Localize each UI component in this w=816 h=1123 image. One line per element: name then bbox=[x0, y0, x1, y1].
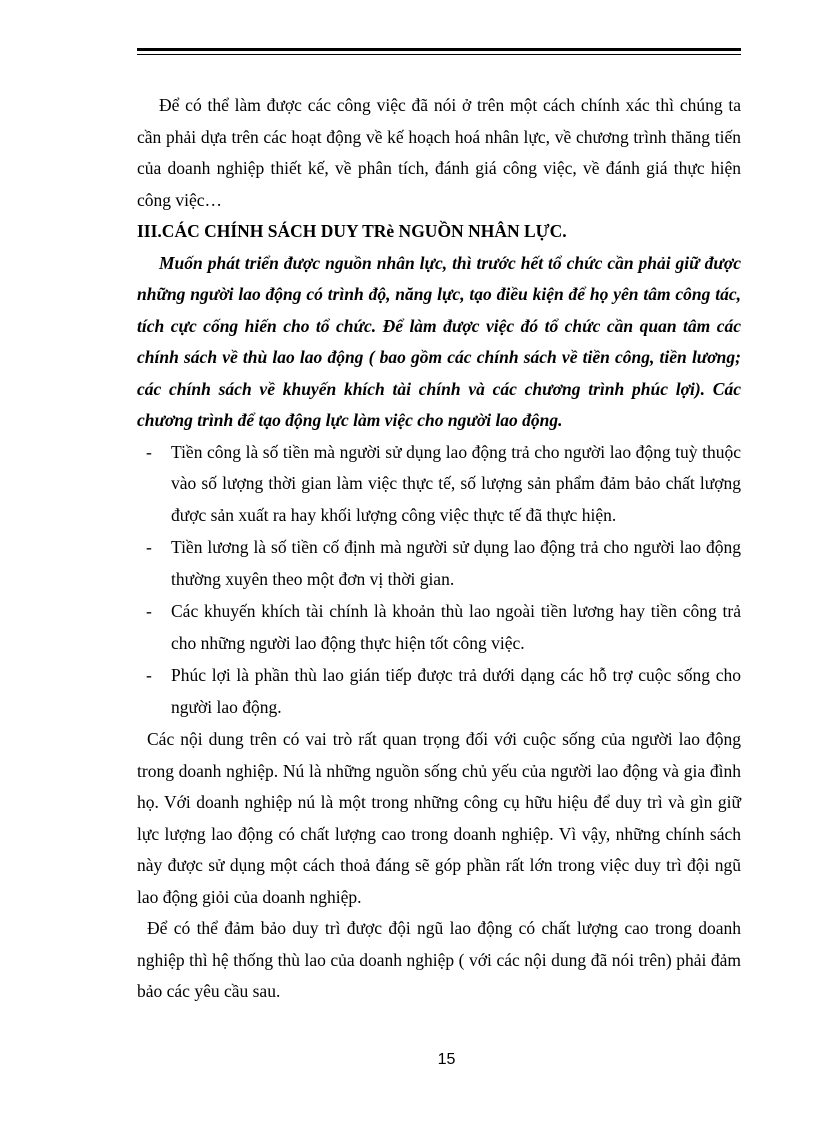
page-body bbox=[137, 90, 741, 1008]
list-item-text: Tiền công là số tiền mà người sử dụng lao động trả cho người lao động tuỳ thuộc vào số lượng thời gian làm việc thực tế, số lượng sản phẩm đảm bảo chất lượng được sản xuất ra hay khối lượng công việc thực tế đã thực hiện. bbox=[171, 441, 741, 525]
header-rule-thick bbox=[137, 48, 741, 51]
bold-italic-paragraph: Muốn phát triển được nguồn nhân lực, thì trước hết tổ chức cần phải giữ được những người lao động có trình độ, năng lực, tạo điều kiện để họ yên tâm công tác, tích cực cống hiến cho tổ chức. Để làm được việc đó tổ chức cần quan tâm các chính sách về thù lao lao động ( bao gồm các chính sách về tiền công, tiền lương; các chính sách về khuyến khích tài chính và các chương trình phúc lợi). Các chương trình để tạo động lực làm việc cho người lao động. bbox=[137, 252, 741, 430]
list-item-text: Tiền lương là số tiền cố định mà người sử dụng lao động trả cho người lao động thường xuyên theo một đơn vị thời gian. bbox=[171, 537, 741, 589]
intro-paragraph: Để có thể làm được các công việc đã nói ở trên một cách chính xác thì chúng ta cần phải dựa trên các hoạt động về kế hoạch hoá nhân lực, về chương trình thăng tiến của doanh nghiệp thiết kế, về phân tích, đánh giá công việc, về đánh giá thực hiện công việc… bbox=[137, 95, 741, 210]
section-heading: III.CÁC CHÍNH SÁCH DUY TRè NGUỒN NHÂN LỰC. bbox=[137, 221, 567, 241]
list-item bbox=[137, 437, 741, 532]
dash-bullet-icon: - bbox=[146, 441, 152, 462]
header-rule-thin bbox=[137, 54, 741, 55]
bullet-list bbox=[137, 437, 741, 724]
list-item bbox=[137, 532, 741, 595]
list-item-text: Các khuyến khích tài chính là khoản thù lao ngoài tiền lương hay tiền công trả cho những người lao động thực hiện tốt công việc. bbox=[171, 601, 741, 653]
dash-bullet-icon: - bbox=[146, 537, 152, 557]
dash-bullet-icon: - bbox=[146, 665, 152, 685]
page-number: 15 bbox=[437, 1051, 456, 1068]
list-item bbox=[137, 596, 741, 659]
dash-bullet-icon: - bbox=[146, 601, 152, 621]
list-item-text: Phúc lợi là phần thù lao gián tiếp được trả dưới dạng các hỗ trợ cuộc sống cho người lao động. bbox=[171, 665, 741, 717]
requirements-paragraph: Để có thể đảm bảo duy trì được đội ngũ lao động có chất lượng cao trong doanh nghiệp thì hệ thống thù lao của doanh nghiệp ( với các nội dung đã nói trên) phải đảm bảo các yêu cầu sau. bbox=[137, 918, 741, 1001]
role-paragraph: Các nội dung trên có vai trò rất quan trọng đối với cuộc sống của người lao động trong doanh nghiệp. Nú là những nguồn sống chủ yếu của người lao động và gia đình họ. Với doanh nghiệp nú là một trong những công cụ hữu hiệu để duy trì và gìn giữ lực lượng lao động có chất lượng cao trong doanh nghiệp. Vì vậy, những chính sách này được sử dụng một cách thoả đáng sẽ góp phần rất lớn trong việc duy trì đội ngũ lao động giỏi của doanh nghiệp. bbox=[137, 729, 741, 907]
list-item bbox=[137, 660, 741, 723]
